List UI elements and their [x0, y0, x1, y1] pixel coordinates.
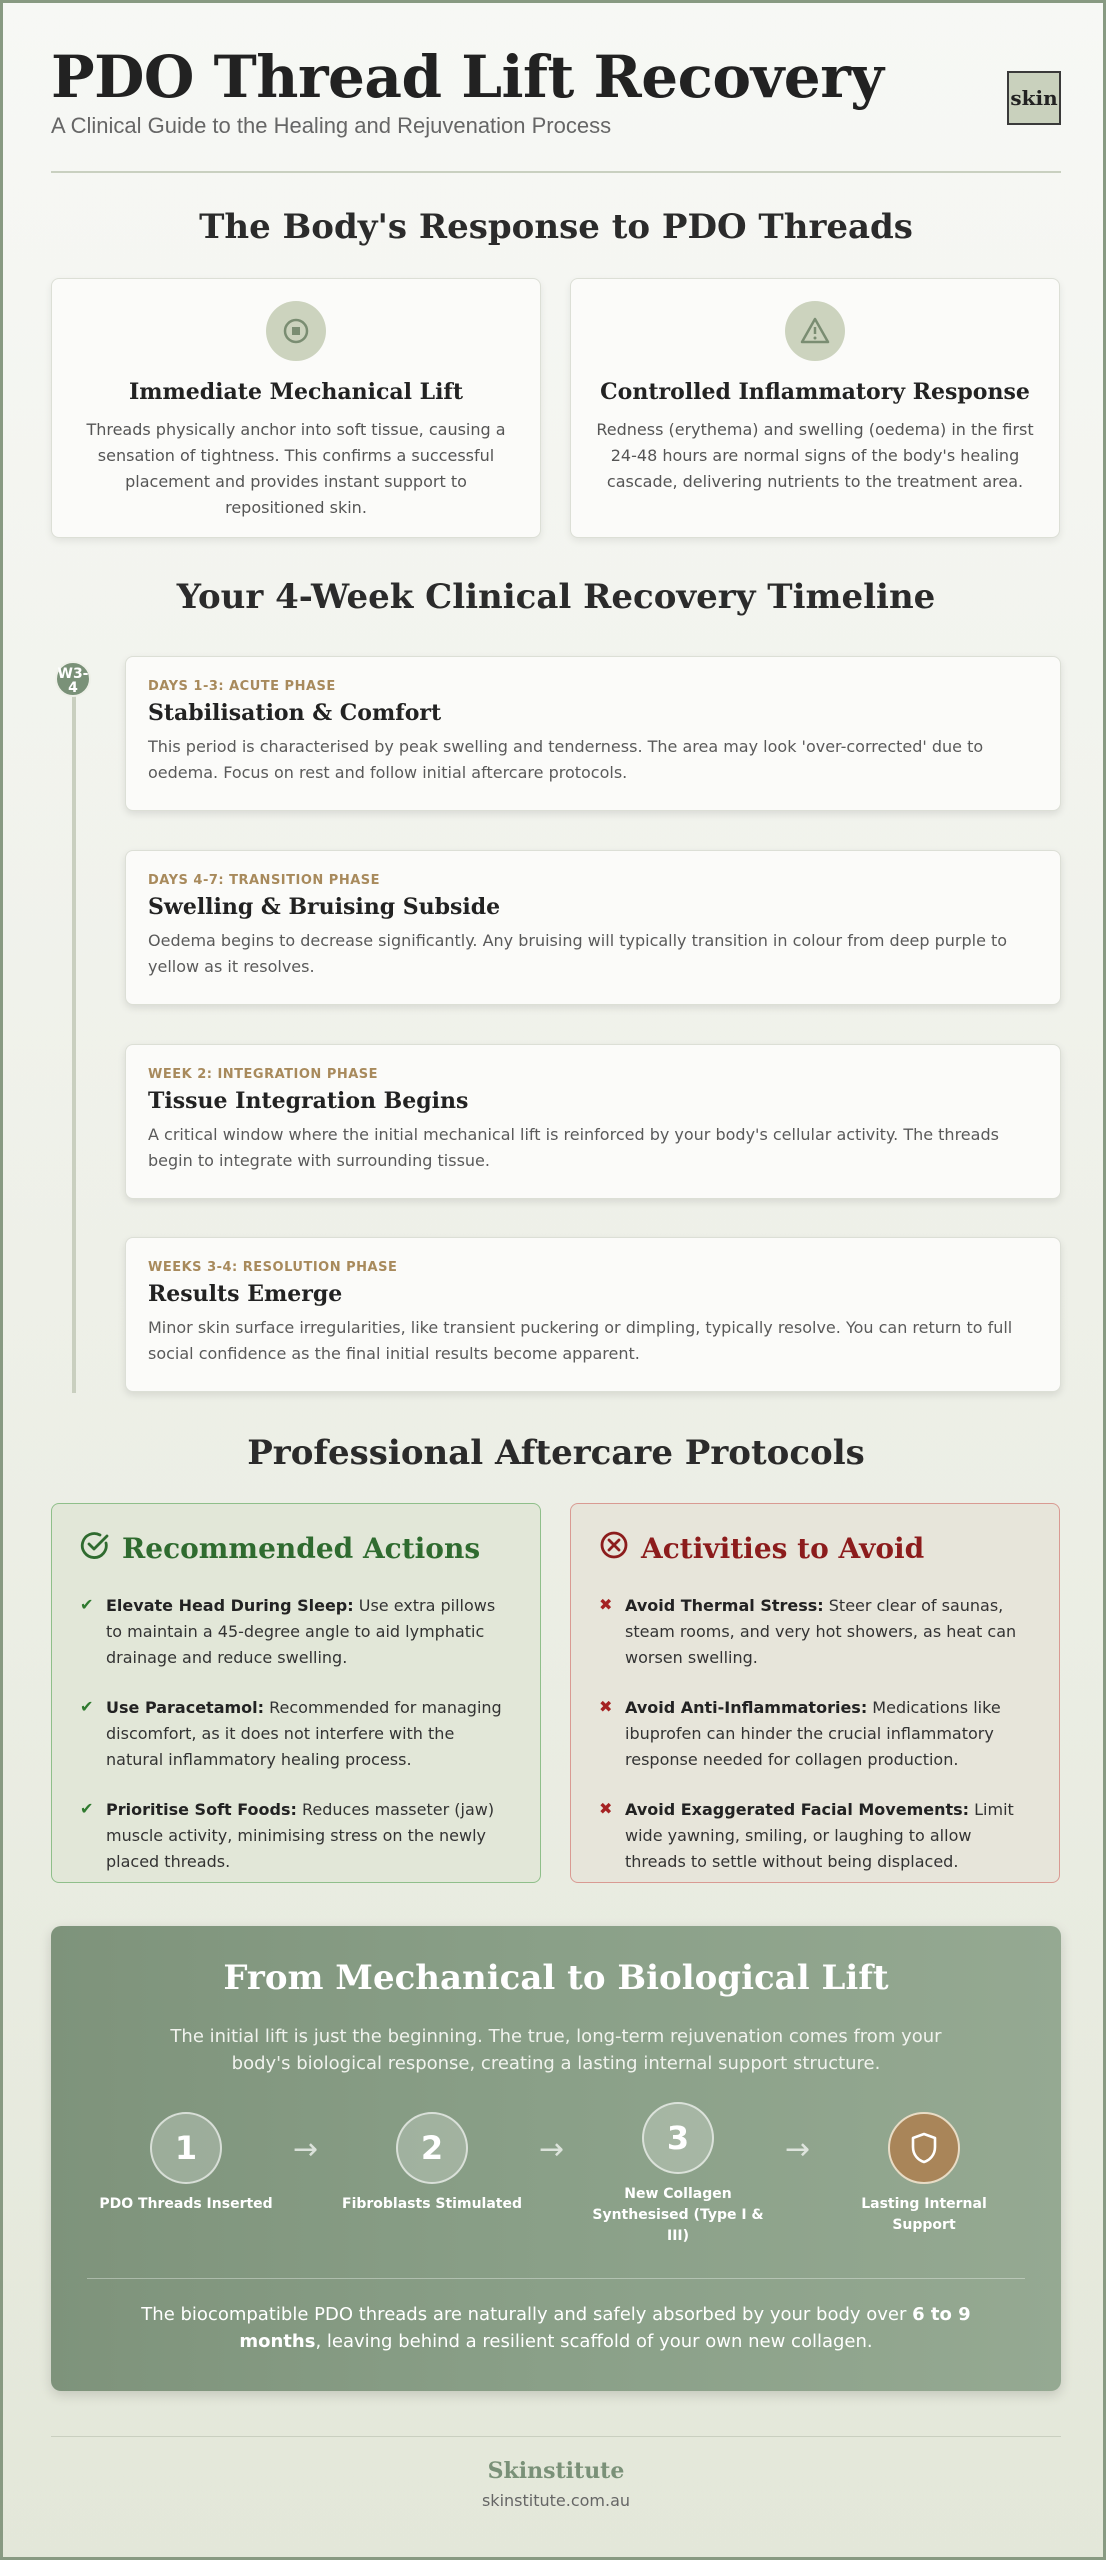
item-text: Medications like ibuprofen can hinder the crucial inflammatory response needed for collagen production.	[625, 1698, 1001, 1769]
biological-lift-panel	[51, 1926, 1061, 2391]
footer-divider	[51, 2436, 1061, 2437]
list-item	[80, 1695, 512, 1773]
brand-logo[interactable]: skin	[1007, 71, 1061, 125]
outro-duration: 6 to 9 months	[239, 2304, 971, 2352]
step-number: 2	[396, 2112, 468, 2184]
process-step-2	[342, 2112, 522, 2215]
header	[51, 41, 1061, 173]
process-step-1	[96, 2112, 276, 2215]
timeline-phase: WEEKS 3-4: RESOLUTION PHASE	[148, 1260, 398, 1275]
item-bold: Elevate Head During Sleep:	[106, 1596, 354, 1615]
timeline-card-acute	[125, 656, 1061, 811]
timeline-text: A critical window where the initial mechanical lift is reinforced by your body's cellular activity. The threads begin to integrate with surrounding tissue.	[148, 1125, 999, 1170]
response-card-inflammatory	[570, 278, 1060, 538]
timeline-text: Oedema begins to decrease significantly. Any bruising will typically transition in colour from deep purple to yellow as it resolves.	[148, 931, 1008, 976]
header-divider	[51, 171, 1061, 173]
timeline-title: Stabilisation & Comfort	[148, 700, 442, 726]
check-icon: ✔	[80, 1799, 94, 1818]
recommended-title: Recommended Actions	[122, 1532, 481, 1565]
aftercare-section-title: Professional Aftercare Protocols	[247, 1433, 865, 1473]
avoid-title: Activities to Avoid	[641, 1532, 925, 1565]
item-bold: Avoid Anti-Inflammatories:	[625, 1698, 868, 1717]
response-card-mechanical	[51, 278, 541, 538]
timeline-section-title: Your 4-Week Clinical Recovery Timeline	[176, 577, 936, 617]
shield-icon	[888, 2112, 960, 2184]
item-text: Recommended for managing discomfort, as it does not interfere with the natural inflammatory healing process.	[106, 1698, 502, 1769]
recommended-actions-box	[51, 1503, 541, 1883]
timeline-card-transition	[125, 850, 1061, 1005]
item-bold: Use Paracetamol:	[106, 1698, 265, 1717]
stop-square-icon	[266, 301, 326, 361]
list-item	[80, 1593, 512, 1671]
step-label: PDO Threads Inserted	[99, 2196, 273, 2212]
timeline-marker: W3-4	[55, 661, 91, 697]
item-bold: Avoid Thermal Stress:	[625, 1596, 824, 1615]
check-icon: ✔	[80, 1697, 94, 1716]
step-label: Lasting Internal Support	[861, 2196, 987, 2233]
response-card-text: Threads physically anchor into soft tissue, causing a sensation of tightness. This confirms a successful placement and provides instant support to repositioned skin.	[86, 420, 506, 517]
timeline-card-integration	[125, 1044, 1061, 1199]
check-circle-icon	[80, 1530, 110, 1567]
response-section-title: The Body's Response to PDO Threads	[199, 207, 913, 247]
page-title: PDO Thread Lift Recovery	[51, 43, 884, 111]
footer-brand: Skinstitute	[487, 2458, 625, 2484]
page-subtitle: A Clinical Guide to the Healing and Rejuvenation Process	[51, 113, 612, 138]
bio-outro	[111, 2301, 1001, 2355]
timeline-card-resolution	[125, 1237, 1061, 1392]
list-item	[80, 1797, 512, 1875]
footer-url-link[interactable]: skinstitute.com.au	[481, 2491, 631, 2510]
timeline-phase: DAYS 1-3: ACUTE PHASE	[148, 679, 336, 694]
item-text: Limit wide yawning, smiling, or laughing to allow threads to settle without being displaced.	[625, 1800, 1014, 1871]
x-circle-icon	[599, 1530, 629, 1567]
outro-text: The biocompatible PDO threads are naturally and safely absorbed by your body over	[141, 2304, 913, 2325]
bio-divider	[87, 2278, 1025, 2279]
timeline-title: Tissue Integration Begins	[148, 1088, 469, 1114]
step-label: New Collagen Synthesised (Type I & III)	[592, 2186, 764, 2244]
response-card-text: Redness (erythema) and swelling (oedema) in the first 24-48 hours are normal signs of the body's healing cascade, delivering nutrients to the treatment area.	[596, 420, 1034, 491]
arrow-right-icon: →	[785, 2132, 811, 2167]
timeline-phase: DAYS 4-7: TRANSITION PHASE	[148, 873, 381, 888]
cross-icon: ✖	[599, 1697, 613, 1716]
list-item	[599, 1593, 1031, 1671]
response-card-title: Immediate Mechanical Lift	[128, 379, 464, 405]
step-number: 1	[150, 2112, 222, 2184]
warning-triangle-icon	[785, 301, 845, 361]
step-label: Fibroblasts Stimulated	[342, 2196, 522, 2212]
avoid-header	[599, 1530, 1031, 1567]
arrow-right-icon: →	[539, 2132, 565, 2167]
cross-icon: ✖	[599, 1595, 613, 1614]
outro-text-end: , leaving behind a resilient scaffold of your own new collagen.	[315, 2331, 873, 2352]
check-icon: ✔	[80, 1595, 94, 1614]
arrow-right-icon: →	[293, 2132, 319, 2167]
step-number: 3	[642, 2102, 714, 2174]
timeline-title: Swelling & Bruising Subside	[148, 894, 501, 920]
item-text: Use extra pillows to maintain a 45-degree angle to aid lymphatic drainage and reduce swelling.	[106, 1596, 496, 1667]
response-card-title: Controlled Inflammatory Response	[600, 379, 1030, 405]
process-step-3	[588, 2102, 768, 2247]
bio-intro: The initial lift is just the beginning. The true, long-term rejuvenation comes from your body's biological response, creating a lasting internal support structure.	[170, 2026, 942, 2074]
item-bold: Prioritise Soft Foods:	[106, 1800, 297, 1819]
bio-title: From Mechanical to Biological Lift	[223, 1958, 889, 1998]
activities-avoid-box	[570, 1503, 1060, 1883]
timeline-line	[72, 683, 76, 1393]
timeline-title: Results Emerge	[148, 1281, 343, 1307]
recommended-header	[80, 1530, 512, 1567]
timeline-phase: WEEK 2: INTEGRATION PHASE	[148, 1067, 379, 1082]
timeline-text: Minor skin surface irregularities, like transient puckering or dimpling, typically resolve. You can return to full social confidence as the final initial results become apparent.	[148, 1318, 1013, 1363]
list-item	[599, 1797, 1031, 1875]
cross-icon: ✖	[599, 1799, 613, 1818]
timeline-text: This period is characterised by peak swelling and tenderness. The area may look 'over-corrected' due to oedema. Focus on rest and follow initial aftercare protocols.	[148, 737, 984, 782]
process-step-4	[834, 2112, 1014, 2236]
item-text: Reduces masseter (jaw) muscle activity, minimising stress on the newly placed threads.	[106, 1800, 495, 1871]
item-text: Steer clear of saunas, steam rooms, and very hot showers, as heat can worsen swelling.	[625, 1596, 1017, 1667]
item-bold: Avoid Exaggerated Facial Movements:	[625, 1800, 970, 1819]
list-item	[599, 1695, 1031, 1773]
